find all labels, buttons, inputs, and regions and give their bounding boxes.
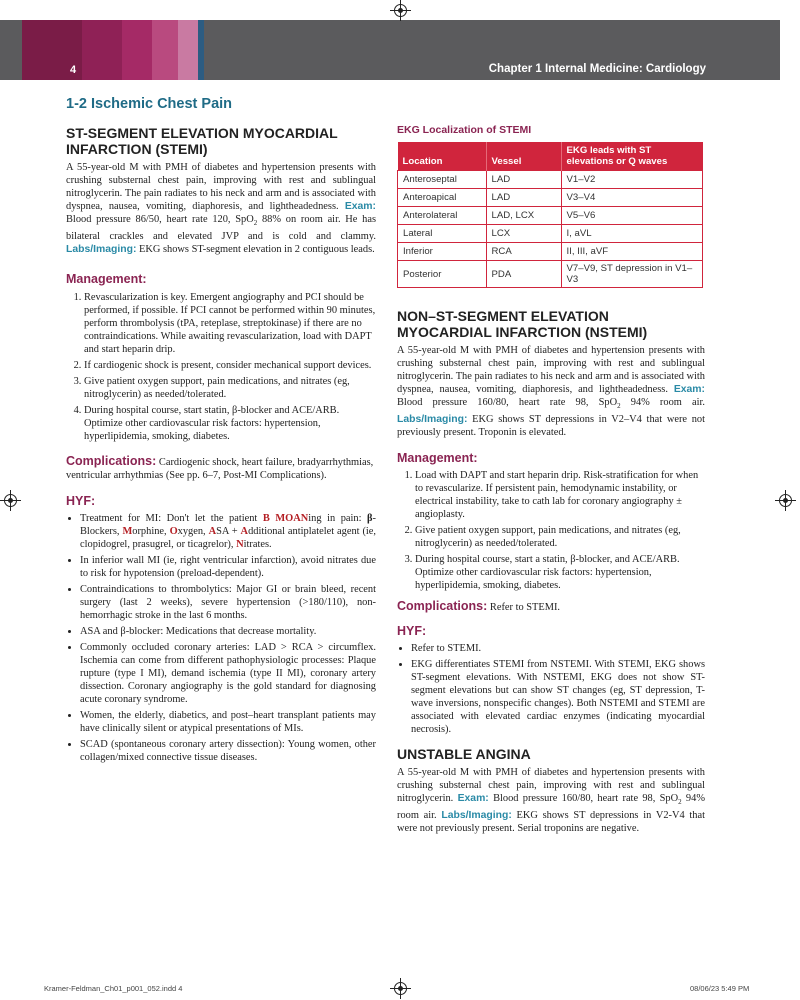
list-item: 3. During hospital course, start a statin, β-blocker, and ACE/ARB. Optimize other cardiovascular risk factors: hypertension, hyperlipidemia, smoking, diabetes. (415, 553, 705, 592)
subscript: 2 (253, 219, 258, 228)
stemi-case (66, 161, 376, 256)
case-text: A 55-year-old M with PMH of diabetes and hypertension presents with crushing substernal chest pain, improving with rest and sublingual nitroglycerin. The pain radiates to his neck and arm and is associated with dyspnea, nausea, vomiting, diaphoresis, and lightheadedness. (66, 162, 376, 212)
list-item: 2. Give patient oxygen support, pain medications, and nitrates (eg, nitroglycerin) as needed/tolerated. (415, 524, 705, 550)
list-item: 1. Revascularization is key. Emergent angiography and PCI should be performed, if possible. If PCI cannot be performed within 90 minutes, perform thrombolysis (tPA, reteplase, streptokinase) if there are no contraindications. While awaiting revascularization, load with DAPT and start heparin drip. (84, 291, 376, 356)
table-cell: Anteroapical (398, 189, 487, 207)
registration-mark-icon (4, 494, 17, 507)
table-cell: PDA (486, 261, 561, 288)
nstemi-management-heading: Management: (397, 451, 478, 466)
page-number: 4 (70, 64, 77, 76)
table-cell: V7–V9, ST depression in V1–V3 (561, 261, 703, 288)
nstemi-complications: Complications: Refer to STEMI. (397, 599, 561, 614)
stemi-heading: ST-SEGMENT ELEVATION MYOCARDIAL INFARCTION (STEMI) (66, 125, 338, 157)
list-item: • In inferior wall MI (ie, right ventricular infarction), avoid nitrates due to risk for hypotension (preload-dependent). (80, 554, 376, 580)
left-column (66, 125, 376, 767)
table-cell: LCX (486, 225, 561, 243)
table-cell: Inferior (398, 243, 487, 261)
stemi-hyf-list (66, 512, 376, 764)
list-item: • Contraindications to thrombolytics: Major GI or brain bleed, recent surgery (last 2 weeks), severe hypertension (>180/110), non-hemorrhagic stroke in the last 6 months. (80, 583, 376, 622)
list-item: • EKG differentiates STEMI from NSTEMI. With STEMI, EKG shows ST-segment elevations. With NSTEMI, EKG does not show ST-segment elevations but can show ST changes (eg, ST depression, T-wave inversions, nonspecific changes). Both NSTEMI and STEMI are associated with elevated cardiac enzymes (indicating myocardial necrosis). (411, 658, 705, 736)
stemi-complications (66, 455, 376, 482)
table-row (398, 171, 703, 189)
unstable-angina-case: A 55-year-old M with PMH of diabetes and hypertension presents with crushing substernal chest pain, improving with rest and sublingual nitroglycerin. Exam: Blood pressure 160/80, heart rate 98, SpO$_2$ 94% room air. Labs/Imaging: EKG shows ST depressions in V2-V4 that were not previously present. Serial troponins are negative. (397, 767, 705, 835)
ekg-localization-table (397, 142, 703, 288)
table-cell: II, III, aVF (561, 243, 703, 261)
case-text: EKG shows ST-segment elevation in 2 contiguous leads. (139, 244, 375, 256)
table-cell: RCA (486, 243, 561, 261)
stemi-management-list (66, 291, 376, 443)
section-title: 1-2 Ischemic Chest Pain (66, 96, 233, 112)
list-item: • ASA and β-blocker: Medications that decrease mortality. (80, 625, 376, 638)
nstemi-management-list (397, 469, 705, 592)
header-color-strip (82, 20, 122, 80)
table-cell: LAD (486, 189, 561, 207)
list-item: • Women, the elderly, diabetics, and post–heart transplant patients may have clinically silent or atypical presentations of MIs. (80, 709, 376, 735)
ekg-table-title: EKG Localization of STEMI (397, 124, 532, 136)
header-color-strip (198, 20, 204, 80)
list-item: 4. During hospital course, start statin, β-blocker and ACE/ARB. Optimize other cardiovascular risk factors: hypertension, hyperlipidemia, smoking, diabetes. (84, 404, 376, 443)
registration-mark-icon (394, 982, 407, 995)
list-item: • Commonly occluded coronary arteries: LAD > RCA > circumflex. Ischemia can come from different pathophysiologic processes: Plaque rupture (type I MI), demand ischemia (type II MI), coronary artery dissection. Coronary angiography is the gold standard for diagnosing acute coronary syndrome. (80, 641, 376, 706)
table-row (398, 189, 703, 207)
nstemi-hyf-heading: HYF: (397, 624, 427, 639)
table-row (398, 225, 703, 243)
labs-label: Labs/Imaging: (66, 244, 137, 256)
list-item: 3. Give patient oxygen support, pain medications, and nitrates (eg, nitroglycerin) as needed/tolerated. (84, 375, 376, 401)
nstemi-hyf-list (397, 642, 705, 736)
table-cell: Posterior (398, 261, 487, 288)
table-cell: V5–V6 (561, 207, 703, 225)
table-cell: LAD (486, 171, 561, 189)
table-cell: Anteroseptal (398, 171, 487, 189)
nstemi-case: A 55-year-old M with PMH of diabetes and hypertension presents with crushing substernal chest pain, improving with rest and sublingual nitroglycerin. The pain radiates to his neck and arm and is associated with dyspnea, nausea, vomiting, diaphoresis, and lightheadedness. Exam: Blood pressure 160/80, heart rate 98, SpO$_2$ 94% room air. Labs/Imaging: EKG shows ST depressions in V2–V4 that were not previously present. Troponin is elevated. (397, 345, 705, 439)
registration-mark-icon (394, 4, 407, 17)
exam-label: Exam: (344, 201, 376, 212)
table-cell: Anterolateral (398, 207, 487, 225)
table-cell: LAD, LCX (486, 207, 561, 225)
table-cell: Lateral (398, 225, 487, 243)
table-header-row (398, 142, 703, 171)
list-item: • Treatment for MI: Don't let the patient B MOANing in pain: β-Blockers, Morphine, Oxygen, ASA + Additional antiplatelet agent (ie, clopidogrel, prasugrel, or ticagrelor), Nitrates. (80, 512, 376, 551)
registration-mark-icon (779, 494, 792, 507)
column-header: Location (398, 142, 487, 171)
list-item: • SCAD (spontaneous coronary artery dissection): Young women, other collagen/mixed connective tissue diseases. (80, 738, 376, 764)
chapter-title: Chapter 1 Internal Medicine: Cardiology (488, 63, 706, 75)
table-row (398, 207, 703, 225)
column-header: Vessel (486, 142, 561, 171)
header-color-strip (122, 20, 152, 80)
table-row (398, 243, 703, 261)
footer-file-name: Kramer-Feldman_Ch01_p001_052.indd 4 (44, 984, 183, 993)
header-color-strip (178, 20, 198, 80)
case-text: Blood pressure 86/50, heart rate 120, SpO (66, 214, 254, 225)
stemi-management-heading: Management: (66, 272, 147, 287)
complications-label: Complications: (66, 454, 157, 469)
nstemi-heading: NON–ST-SEGMENT ELEVATION MYOCARDIAL INFARCTION (NSTEMI) (397, 308, 648, 340)
unstable-angina-heading: UNSTABLE ANGINA (397, 746, 531, 763)
list-item: • Refer to STEMI. (411, 642, 705, 655)
complications-text: Cardiogenic shock, heart failure, bradyarrhythmias, ventricular arrhythmias (See pp. 6–7, Post-MI Complications). (66, 457, 374, 482)
table-cell: V1–V2 (561, 171, 703, 189)
header-color-strip (152, 20, 178, 80)
footer-timestamp: 08/06/23 5:49 PM (690, 984, 750, 993)
stemi-hyf-heading: HYF: (66, 494, 96, 509)
table-cell: I, aVL (561, 225, 703, 243)
list-item: 1. Load with DAPT and start heparin drip. Risk-stratification for when to revascularize. If persistent pain, hemodynamic instability, or electrical instability, take to cath lab for coronary angiography ± angioplasty. (415, 469, 705, 521)
right-column (397, 124, 705, 835)
list-item: 2. If cardiogenic shock is present, consider mechanical support devices. (84, 359, 376, 372)
table-cell: V3–V4 (561, 189, 703, 207)
case-text: 88% on room air. He has bilateral crackles and elevated JVP and is cold and clammy. (66, 214, 376, 243)
column-header: EKG leads with ST elevations or Q waves (561, 142, 703, 171)
table-row (398, 261, 703, 288)
